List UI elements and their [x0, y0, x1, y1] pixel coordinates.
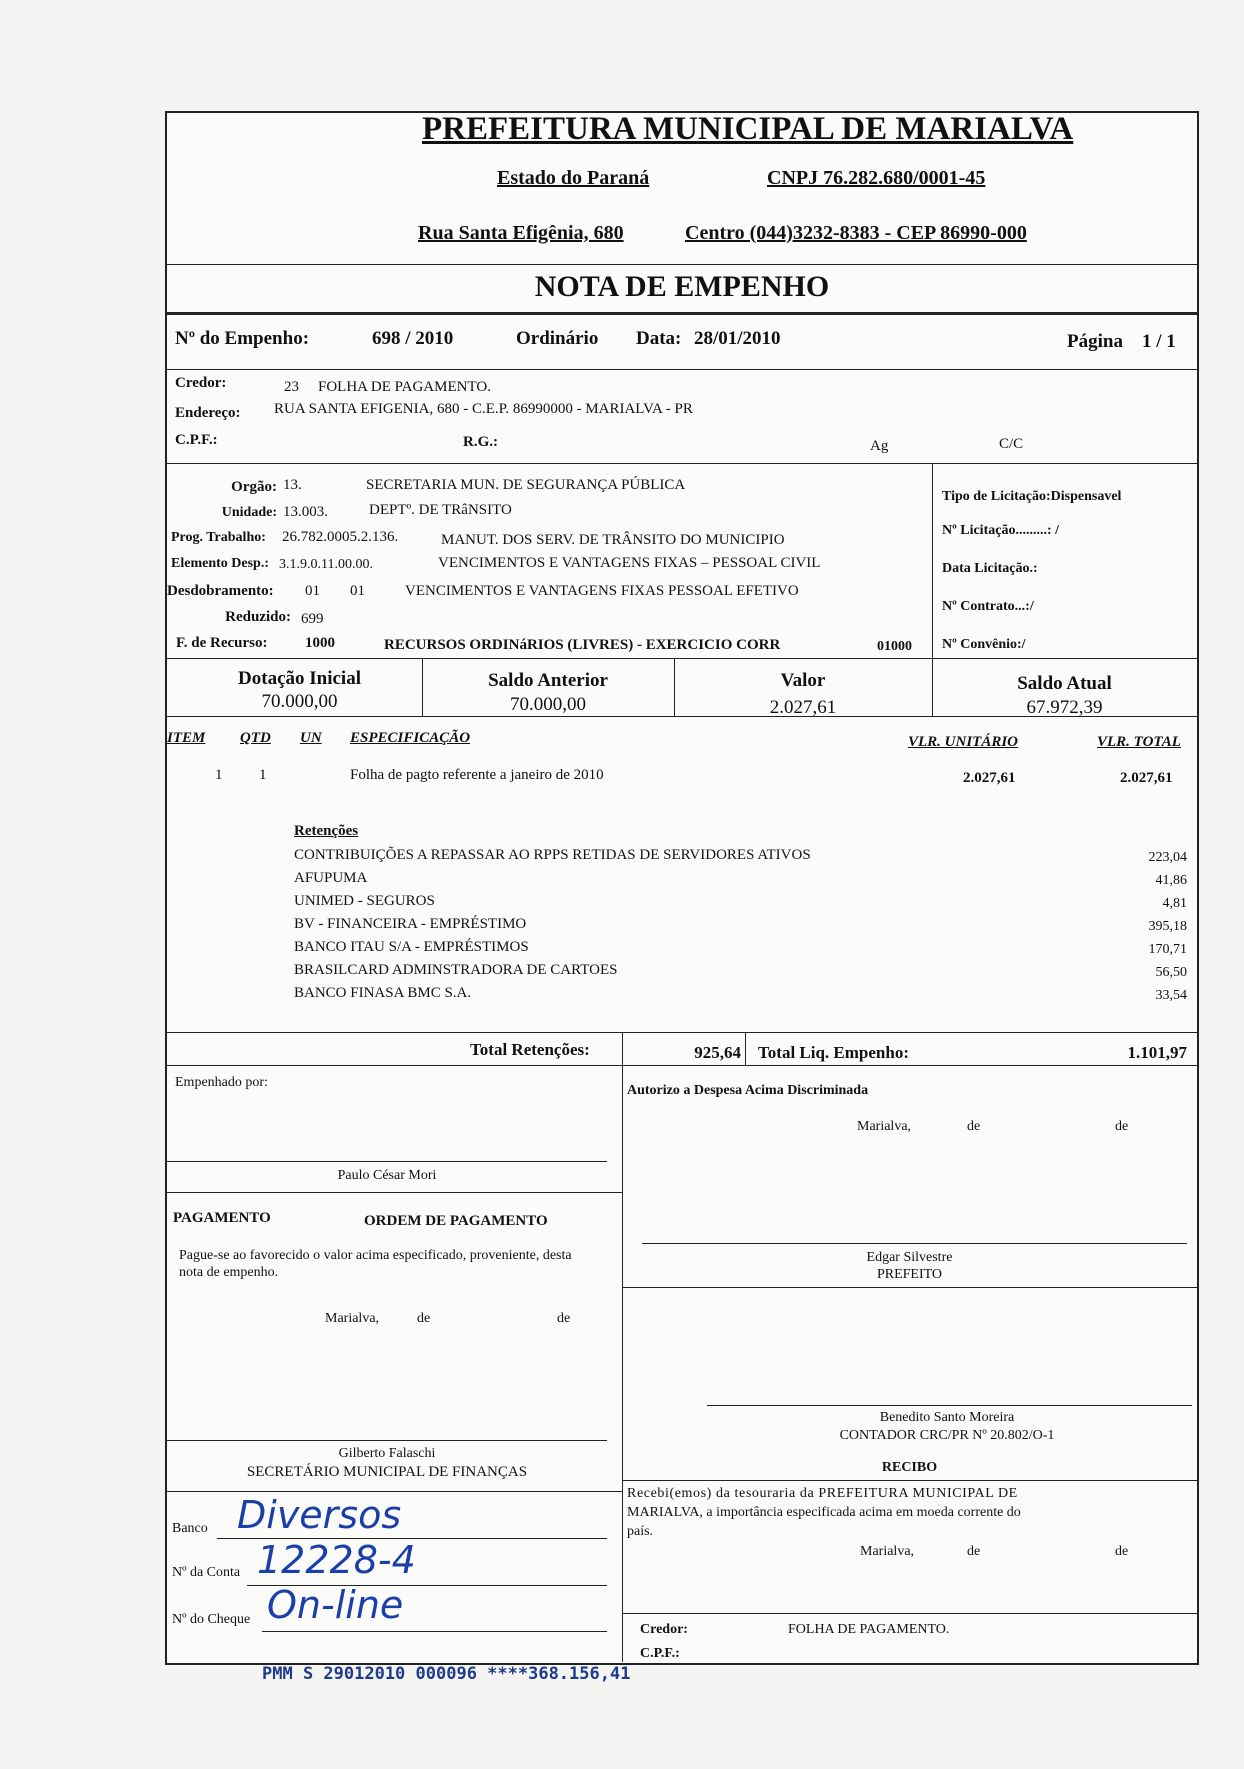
autorizo-label: Autorizo a Despesa Acima Discriminada — [627, 1083, 869, 1098]
rec-de2: de — [1115, 1544, 1129, 1559]
recurso-code: 1000 — [305, 635, 335, 651]
ag-label: Ag — [870, 438, 889, 454]
total-retencoes-value: 925,64 — [694, 1043, 741, 1062]
retencao-value: 41,86 — [1155, 873, 1187, 888]
prefeito-nome: Edgar Silvestre — [866, 1250, 953, 1265]
desdobramento-code1: 01 — [305, 583, 320, 599]
empenho-type: Ordinário — [516, 328, 599, 349]
prefeito-cargo: PREFEITO — [876, 1267, 943, 1282]
contador-nome: Benedito Santo Moreira — [879, 1410, 1015, 1425]
rg-label: R.G.: — [463, 434, 498, 450]
address2-label: Centro (044)3232-8383 - CEP 86990-000 — [685, 222, 1027, 244]
col-un: UN — [300, 730, 322, 746]
licitacao-data: Data Licitação.: — [942, 561, 1038, 576]
dotacao-value: 70.000,00 — [261, 691, 338, 712]
ordem-pagamento-label: ORDEM DE PAGAMENTO — [364, 1213, 548, 1229]
col-qtd: QTD — [240, 730, 271, 746]
contrato-numero: Nº Contrato...:/ — [942, 599, 1034, 614]
retencao-desc: BANCO ITAU S/A - EMPRÉSTIMOS — [294, 939, 529, 955]
unidade-label: Unidade: — [221, 505, 277, 520]
elemento-code: 3.1.9.0.11.00.00. — [279, 557, 373, 572]
address-label: Rua Santa Efigênia, 680 — [418, 222, 624, 244]
secretario-cargo: SECRETÁRIO MUNICIPAL DE FINANÇAS — [246, 1464, 528, 1480]
orgao-label: Orgão: — [231, 479, 277, 495]
saldo-anterior-value: 70.000,00 — [510, 694, 586, 715]
dotacao-label: Dotação Inicial — [238, 668, 361, 689]
empenho-form — [165, 111, 1199, 1665]
valor-value: 2.027,61 — [769, 697, 837, 718]
total-liq-value: 1.101,97 — [1127, 1043, 1187, 1062]
aut-marialva: Marialva, — [857, 1119, 912, 1134]
item-desc: Folha de pagto referente a janeiro de 2010 — [350, 767, 604, 783]
pag-de1: de — [417, 1311, 431, 1326]
retencao-value: 33,54 — [1155, 988, 1187, 1003]
saldo-atual-value: 67.972,39 — [1026, 697, 1103, 718]
payment-stamp: PMM S 29012010 000096 ****368.156,41 — [262, 1664, 631, 1684]
elemento-value: VENCIMENTOS E VANTAGENS FIXAS – PESSOAL CIVIL — [438, 555, 821, 571]
col-vlr-unitario: VLR. UNITÁRIO — [908, 734, 1019, 750]
col-especificacao: ESPECIFICAÇÃO — [350, 730, 471, 746]
retencao-desc: BRASILCARD ADMINSTRADORA DE CARTOES — [294, 962, 618, 978]
convenio-numero: Nº Convênio:/ — [942, 637, 1026, 652]
orgao-code: 13. — [283, 477, 302, 493]
prog-label: Prog. Trabalho: — [171, 530, 266, 545]
empenhado-label: Empenhado por: — [175, 1075, 268, 1090]
page-label: Página — [1067, 331, 1123, 352]
saldo-anterior-label: Saldo Anterior — [488, 670, 608, 691]
empenho-number: 698 / 2010 — [372, 328, 454, 349]
aut-de2: de — [1115, 1119, 1129, 1134]
prog-value: MANUT. DOS SERV. DE TRÂNSITO DO MUNICIPIO — [441, 532, 785, 548]
page-number: 1 / 1 — [1142, 331, 1176, 352]
item-qtd: 1 — [259, 767, 267, 783]
banco-label: Banco — [172, 1521, 208, 1536]
retencao-desc: AFUPUMA — [294, 870, 368, 886]
retencao-value: 395,18 — [1148, 919, 1187, 934]
licitacao-tipo: Tipo de Licitação:Dispensavel — [942, 489, 1122, 504]
desdobramento-value: VENCIMENTOS E VANTAGENS FIXAS PESSOAL EFETIVO — [405, 583, 799, 599]
recibo-cpf-label: C.P.F.: — [640, 1646, 680, 1661]
retencao-value: 56,50 — [1155, 965, 1187, 980]
item-total: 2.027,61 — [1120, 770, 1173, 786]
recurso-code2: 01000 — [877, 639, 912, 654]
pague-se-text2: nota de empenho. — [179, 1265, 279, 1280]
cc-label: C/C — [999, 436, 1024, 452]
retencao-desc: CONTRIBUIÇÕES A REPASSAR AO RPPS RETIDAS DE SERVIDORES ATIVOS — [294, 847, 811, 863]
col-item: ITEM — [167, 730, 206, 746]
recurso-label: F. de Recurso: — [176, 635, 268, 651]
unidade-value: DEPTº. DE TRâNSITO — [369, 502, 512, 518]
pague-se-text: Pague-se ao favorecido o valor acima especificado, proveniente, desta — [179, 1248, 572, 1263]
credor-code: 23 — [284, 379, 299, 395]
recibo-title: RECIBO — [881, 1460, 938, 1475]
cnpj-label: CNPJ 76.282.680/0001-45 — [767, 167, 986, 189]
retencao-value: 170,71 — [1148, 942, 1187, 957]
recibo-text2: MARIALVA, a importância especificada acima em moeda corrente do — [627, 1505, 1021, 1520]
pag-marialva: Marialva, — [325, 1311, 380, 1326]
reduzido-value: 699 — [301, 611, 324, 627]
total-liq-label: Total Liq. Empenho: — [758, 1043, 909, 1062]
empenho-number-label: Nº do Empenho: — [175, 328, 310, 349]
total-retencoes-label: Total Retenções: — [470, 1040, 590, 1059]
licitacao-numero: Nº Licitação.........: / — [942, 523, 1059, 538]
recurso-value: RECURSOS ORDINáRIOS (LIVRES) - EXERCICIO CORR — [384, 637, 781, 653]
credor-label: Credor: — [175, 375, 227, 391]
item-unit: 2.027,61 — [963, 770, 1016, 786]
endereco-label: Endereço: — [175, 405, 241, 421]
state-label: Estado do Paraná — [497, 167, 650, 189]
col-vlr-total: VLR. TOTAL — [1097, 734, 1181, 750]
cheque-label: Nº do Cheque — [172, 1612, 251, 1627]
reduzido-label: Reduzido: — [225, 609, 291, 625]
endereco-value: RUA SANTA EFIGENIA, 680 - C.E.P. 86990000 - MARIALVA - PR — [274, 401, 693, 417]
page-title: PREFEITURA MUNICIPAL DE MARIALVA — [422, 111, 1074, 147]
retencao-value: 4,81 — [1162, 896, 1187, 911]
desdobramento-label: Desdobramento: — [167, 583, 274, 599]
pagamento-label: PAGAMENTO — [173, 1210, 271, 1226]
recibo-text1: Recebi(emos) da tesouraria da PREFEITURA MUNICIPAL DE — [627, 1486, 1018, 1501]
retencao-desc: BANCO FINASA BMC S.A. — [294, 985, 472, 1001]
date-value: 28/01/2010 — [694, 328, 781, 349]
banco-handwritten: Diversos — [237, 1493, 402, 1537]
rec-marialva: Marialva, — [860, 1544, 915, 1559]
contador-cargo: CONTADOR CRC/PR Nº 20.802/O-1 — [839, 1428, 1055, 1443]
secretario-nome: Gilberto Falaschi — [338, 1446, 436, 1461]
retencao-value: 223,04 — [1148, 850, 1187, 865]
desdobramento-code2: 01 — [350, 583, 365, 599]
retencao-desc: UNIMED - SEGUROS — [294, 893, 435, 909]
credor-name: FOLHA DE PAGAMENTO. — [318, 379, 491, 395]
aut-de1: de — [967, 1119, 981, 1134]
date-label: Data: — [636, 328, 682, 349]
conta-label: Nº da Conta — [172, 1565, 241, 1580]
document-title: NOTA DE EMPENHO — [534, 270, 830, 303]
empenhado-nome: Paulo César Mori — [337, 1168, 437, 1183]
pag-de2: de — [557, 1311, 571, 1326]
valor-label: Valor — [780, 670, 826, 691]
prog-code: 26.782.0005.2.136. — [282, 529, 399, 545]
orgao-value: SECRETARIA MUN. DE SEGURANÇA PÚBLICA — [366, 477, 686, 493]
item-number: 1 — [215, 767, 223, 783]
cheque-handwritten: On-line — [267, 1583, 404, 1627]
recibo-text3: país. — [627, 1524, 654, 1539]
saldo-atual-label: Saldo Atual — [1017, 673, 1112, 694]
unidade-code: 13.003. — [283, 504, 328, 520]
retencoes-title: Retenções — [294, 823, 359, 839]
cpf-label: C.P.F.: — [175, 432, 218, 448]
recibo-credor-label: Credor: — [640, 1622, 688, 1637]
rec-de1: de — [967, 1544, 981, 1559]
elemento-label: Elemento Desp.: — [171, 556, 269, 571]
recibo-credor-value: FOLHA DE PAGAMENTO. — [788, 1622, 950, 1637]
conta-handwritten: 12228-4 — [257, 1538, 416, 1582]
retencao-desc: BV - FINANCEIRA - EMPRÉSTIMO — [294, 916, 527, 932]
